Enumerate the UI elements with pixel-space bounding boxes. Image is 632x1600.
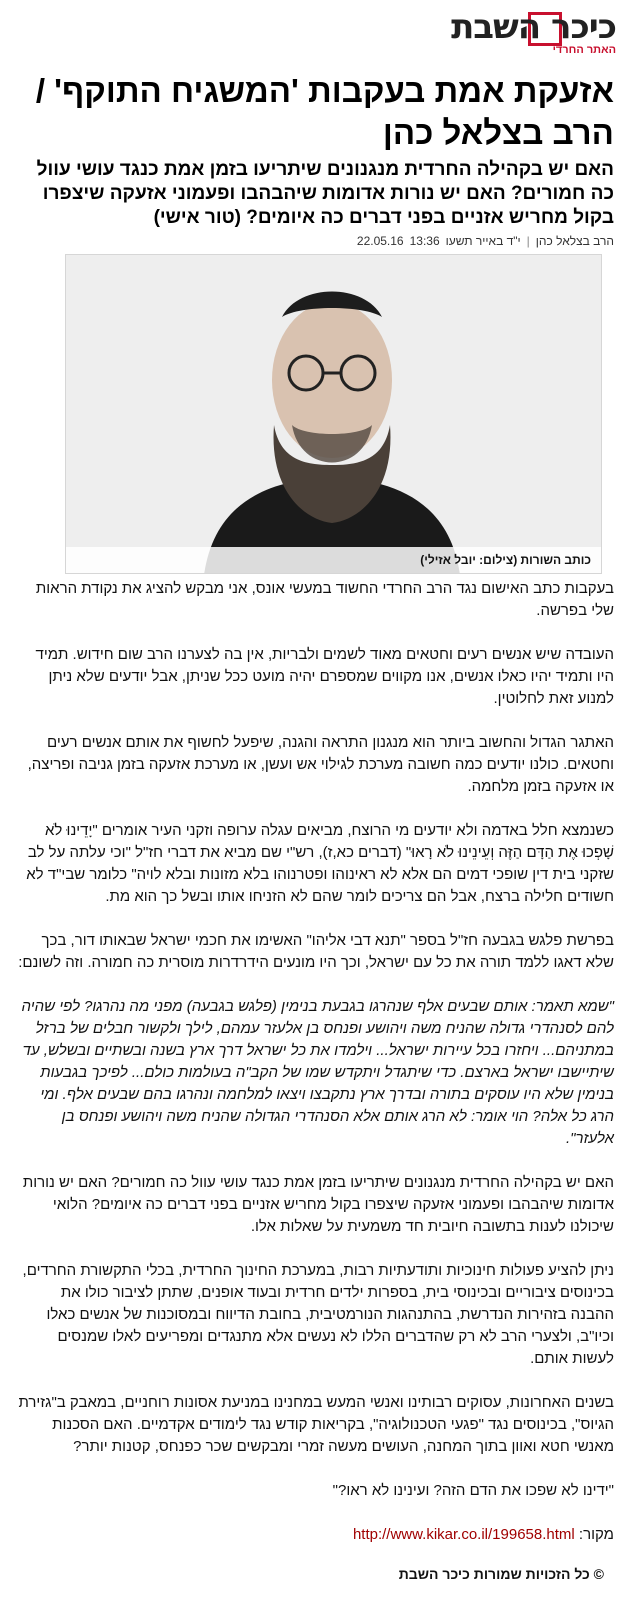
publish-date: 22.05.16 bbox=[356, 234, 404, 248]
portrait-image bbox=[65, 255, 601, 574]
paragraph: האם יש בקהילה החרדית מנגנונים שיתריעו בזמן אמת כנגד עושי עוול כה חמורים? האם יש נורות אדומות שיהבהבו ופעמוני אזעקה שיצפרו בקול מחריש אזניים בפני דברים כה איומים? הלואי שיכולנו לענות בתשובה חיובית חד משמעית על שאלות אלו. bbox=[22, 1174, 614, 1235]
paragraph: בפרשת פלגש בגבעה חז"ל בספר "תנא דבי אליהו" האשימו את חכמי ישראל שבאותו דור, בכך שלא דאגו ללמד תורה את כל עם ישראל, וכך היו מונעים הידרדרות מוסרית כה חמורה. וזה לשונם: bbox=[18, 932, 614, 971]
article-title: אזעקת אמת בעקבות 'המשגיח התוקף' / הרב בצלאל כהן bbox=[35, 72, 614, 151]
site-logo[interactable] bbox=[451, 7, 616, 56]
author-name[interactable]: הרב בצלאל כהן bbox=[535, 234, 614, 248]
article-body bbox=[16, 578, 614, 1546]
paragraph: כשנמצא חלל באדמה ולא יודעים מי הרוצח, מביאים עגלה ערופה וזקני העיר אומרים "יָדֵינוּ לֹא שָׁפְכוּ אֶת הַדָּם הַזֶּה וְעֵינֵינוּ לֹא רָאוּ" (דברים כא,ז), רש"י שם מביא את דברי חז"ל "וכי עלתה על לב שזקני בית דין שופכי דמים הם אלא לא ראינוהו ופטרנוהו בלא מזונות ובלא לויה" כלומר שבי"ד לא חשודים חלילה ברצח, אבל הם צריכים לומר שהם לא הזניחו אותו ובשל כך הוא מת. bbox=[26, 822, 614, 905]
header bbox=[0, 7, 616, 56]
copyright: © כל הזכויות שמורות כיכר השבת bbox=[398, 1566, 604, 1582]
article-subtitle: האם יש בקהילה החרדית מנגנונים שיתריעו בזמן אמת כנגד עושי עוול כה חמורים? האם יש נורות אדומות שיהבהבו ופעמוני אזעקה שיצפרו בקול מחריש אזניים בפני דברים כה איומים? (טור אישי) bbox=[36, 159, 614, 228]
paragraph: העובדה שיש אנשים רעים וחטאים מאוד לשמים ולבריות, אין בה לצערנו הרב שום חידוש. תמיד היו ותמיד יהיו כאלו אנשים, אנו מקווים שמספרם יהיה מועט ככל שניתן, אבל יודעים שלא ניתן למנוע זאת לחלוטין. bbox=[35, 646, 614, 707]
paragraph: האתגר הגדול והחשוב ביותר הוא מנגנון התראה והגנה, שיפעל לחשוף את אותם אנשים רעים וחטאים. כולנו יודעים כמה חשובה מערכת לגילוי אש ועשן, או מערכת אזעקה בזמן גניבה ופריצה, או אזעקה בזמן מלחמה. bbox=[27, 734, 614, 795]
author-photo bbox=[65, 254, 602, 574]
paragraph: בעקבות כתב האישום נגד הרב החרדי החשוד במעשי אונס, אני מבקש להציג את נקודת הראות שלי בפרשה. bbox=[35, 580, 614, 619]
source-link[interactable]: http://www.kikar.co.il/199658.html bbox=[352, 1526, 575, 1543]
hebrew-date: י"ד באייר תשעו bbox=[445, 234, 521, 248]
logo-tagline: האתר החרדי bbox=[552, 44, 616, 56]
article-meta bbox=[16, 234, 614, 248]
paragraph: בשנים האחרונות, עסוקים רבותינו ואנשי המעש במחנינו במניעת אסונות רוחניים, במאבק ב"גזירת הגיוס", בכינוסים נגד "פגעי הטכנולוגיה", בקריאות קודש נגד לימודים אקדמיים. האם הסכנות מאנשי חטא ואוון בתוך המחנה, העושים מעשה זמרי ומבקשים שכר כפנחס, קטנות יותר? bbox=[18, 1394, 614, 1455]
meta-divider: | bbox=[526, 234, 530, 248]
paragraph: "ידינו לא שפכו את הדם הזה? ועינינו לא ראו?" bbox=[332, 1482, 614, 1499]
source-label: מקור: bbox=[578, 1526, 614, 1543]
photo-caption: כותב השורות (צילום: יובל אזילי) bbox=[66, 547, 601, 573]
block-quote: "שמא תאמר: אותם שבעים אלף שנהרגו בגבעת בנימין (פלגש בגבעה) מפני מה נהרגו? לפי שהיה להם לסנהדרי גדולה שהניח משה ויהושע ופנחס בן אלעזר עמהם, לילך ולקשור חבלים של ברזל במתניהם... ויחזרו בכל עיירות ישראל... וילמדו את כל ישראל דרך ארץ בשנה ובשתיים ובשלש, עד שיתיישבו ישראל בארצם. כדי שיתגדל ויתקדש שמו של הקב"ה בעולמות כולם... לפיכך בגבעות בנימין שלא היו עוסקים בתורה ובדרך ארץ נתקבצו ויצאו למלחמה ונהרגו בהם שבעים אלף. ומי הרג כל אלה? הוי אומר: לא הרג אותם אלא הסנהדרי הגדולה שהניח משה ויהושע ופנחס בן אלעזר". bbox=[21, 998, 614, 1147]
logo-name: כיכר השבת bbox=[451, 7, 616, 47]
publish-time: 13:36 bbox=[409, 234, 440, 248]
paragraph: ניתן להציע פעולות חינוכיות ותודעתיות רבות, במערכת החינוך החרדית, בכלי התקשורת החרדים, בכינוסים ציבוריים ובכינוסי בית, בספרות ילדים חרדית ובעוד אופנים, שתתן לציבור כולו את ההבנה בזהירות הנדרשת, בהתנהגות הנורמטיבית, בחובת הדיווח ובמסוכנות של אנשים כאלו וכיו"ב, ולצערי הרב לא רק שהדברים הללו לא נעשים אלא מתנגדים ומפריעים לאלו שמנסים לעשות אותם. bbox=[22, 1262, 614, 1367]
source-line bbox=[16, 1524, 614, 1546]
